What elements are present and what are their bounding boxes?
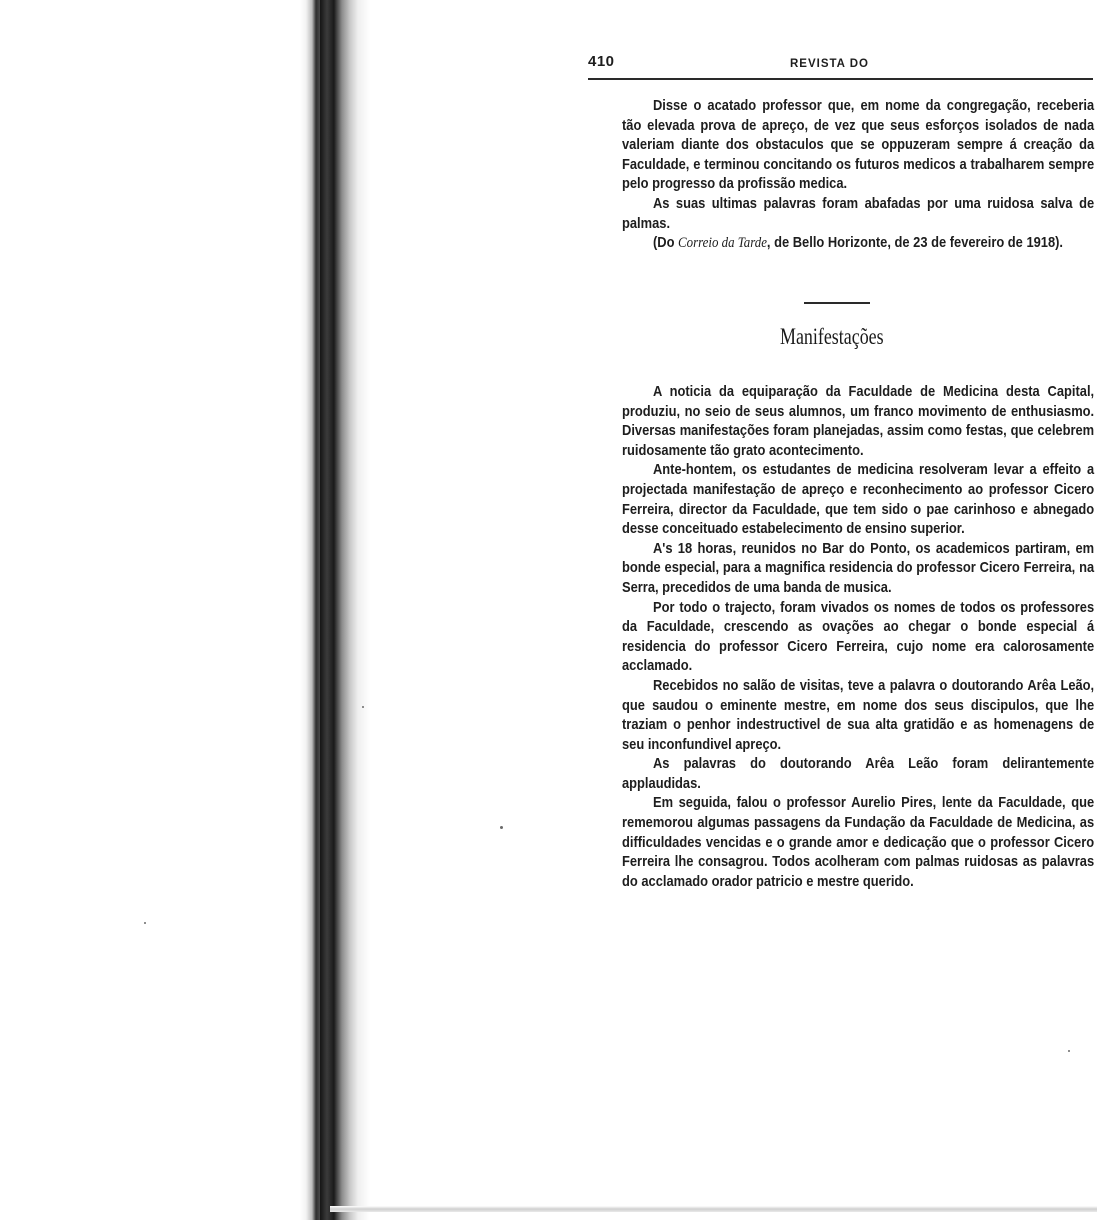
scan-speck	[362, 706, 364, 708]
section-title: Manifestações	[780, 324, 884, 349]
paragraph: As suas ultimas palavras foram abafadas por uma ruidosa salva de palmas.	[622, 194, 1095, 232]
section-body	[622, 382, 1094, 891]
source-prefix: (Do	[652, 234, 679, 252]
source-citation	[622, 233, 1094, 254]
paragraph: Ante-hontem, os estudantes de medicina resolveram levar a effeito a projectada manifestação de apreço e reconhecimento ao professor Cicero Ferreira, director da Faculdade, que tem sido o pae carinhoso e abnegado desse conceituado estabelecimento de ensino superior.	[622, 461, 1095, 538]
previous-article-text	[622, 96, 1094, 254]
scan-speck	[1068, 1050, 1070, 1052]
paragraph: As palavras do doutorando Arêa Leão foram delirantemente applaudidas.	[622, 755, 1095, 792]
section-divider	[804, 302, 870, 304]
running-head: REVISTA DO	[790, 58, 870, 70]
paragraph: Por todo o trajecto, foram vivados os nomes de todos os professores da Faculdade, crescendo as ovações ao chegar o bonde especial á residencia do professor Cicero Ferreira, cujo nome era calorosamente acclamado.	[622, 598, 1095, 675]
book-gutter	[320, 0, 334, 1220]
paragraph: Recebidos no salão de visitas, teve a palavra o doutorando Arêa Leão, que saudou o eminente mestre, em nome dos seus discipulos, que lhe traziam o penhor indestructivel de sua alta gratidão e as homenagens de seu inconfundivel apreço.	[622, 676, 1095, 753]
paragraph: A's 18 horas, reunidos no Bar do Ponto, os academicos partiram, em bonde especial, para a magnifica residencia do professor Cicero Ferreira, na Serra, precedidos de uma banda de musica.	[622, 539, 1095, 596]
book-spine-shadow	[300, 0, 370, 1220]
paragraph: A noticia da equiparação da Faculdade de Medicina desta Capital, produziu, no seio de seus alumnos, um franco movimento de enthusiasmo. Diversas manifestações foram planejadas, assim como festas, que celebrem ruidosamente tão grato acontecimento.	[622, 383, 1095, 459]
paragraph: Disse o acatado professor que, em nome da congregação, receberia tão elevada prova de apreço, de vez que seus esforços isolados de nada valeriam diante dos obstaculos que se oppuzeram sempre á creação da Faculdade, e terminou concitando os futuros medicos a trabalharem sempre pelo progresso da profissão medica.	[622, 97, 1095, 193]
page-number: 410	[588, 53, 615, 70]
source-suffix: , de Bello Horizonte, de 23 de fevereiro de 1918).	[766, 234, 1064, 252]
scan-speck	[500, 826, 503, 829]
header-rule	[588, 78, 1093, 80]
paragraph: Em seguida, falou o professor Aurelio Pires, lente da Faculdade, que rememorou algumas passagens da Fundação da Faculdade de Medicina, as difficuldades vencidas e o grande amor e dedicação que o professor Cicero Ferreira lhe consagrou. Todos acolheram com palmas ruidosas as palavras do acclamado orador patricio e mestre querido.	[622, 794, 1095, 890]
scan-speck	[144, 922, 146, 924]
page-bottom-edge	[330, 1206, 1097, 1212]
newspaper-name: Correio da Tarde	[678, 235, 767, 252]
